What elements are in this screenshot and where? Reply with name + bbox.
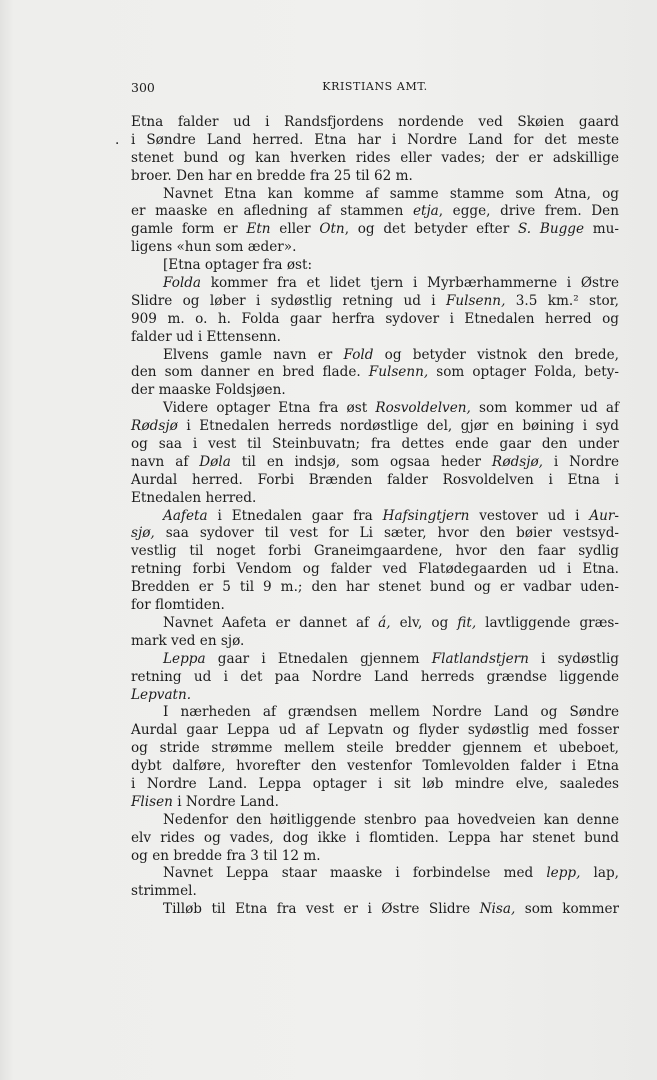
italic-term: Otn — [319, 221, 345, 238]
text-line — [131, 203, 619, 221]
text-run: mu- — [584, 221, 619, 238]
text-run: i Etnedalen gaar fra — [207, 507, 383, 524]
italic-term: fit, — [457, 614, 477, 631]
body-text — [115, 114, 620, 919]
italic-term: Rosvoldelven, — [375, 400, 471, 417]
text-line — [131, 168, 619, 186]
page-number: 300 — [131, 80, 155, 95]
text-line — [131, 525, 619, 543]
text-run: og stride strømme mellem steile bredder gjennem et ubeboet, — [131, 740, 619, 757]
italic-term: Folda — [163, 275, 202, 292]
text-run: Navnet Aafeta er dannet af — [163, 614, 379, 631]
text-line — [131, 687, 619, 705]
text-run: , egge, drive frem. Den — [438, 203, 619, 220]
text-run: dybt dalføre, hvorefter den vestenfor Tomlevolden falder i Etna — [131, 758, 619, 775]
italic-term: sjø, — [131, 525, 155, 542]
text-run: ligens «hun som æder». — [131, 239, 297, 256]
text-line — [131, 329, 619, 347]
text-run: 909 m. o. h. Folda gaar herfra sydover i Etnedalen herred og — [131, 310, 619, 327]
text-run: retning ud i det paa Nordre Land herreds grændse liggende — [131, 668, 619, 685]
italic-term: Aafeta — [163, 507, 208, 524]
text-run: den som danner en bred flade. — [131, 364, 369, 381]
text-line — [131, 221, 619, 239]
text-line — [131, 490, 619, 508]
italic-term: S. Bugge — [517, 221, 585, 238]
text-run: gaar i Etnedalen gjennem — [205, 650, 432, 667]
text-line — [131, 418, 619, 436]
text-line — [131, 722, 619, 740]
text-run: Aurdal gaar Leppa ud af Lepvatn og flyder sydøstlig med fosser — [131, 722, 619, 739]
text-line — [131, 275, 619, 293]
text-run: navn af — [131, 453, 200, 470]
text-run: til en indsjø, som ogsaa heder — [230, 453, 492, 470]
text-run: i sydøstlig — [528, 650, 619, 667]
text-run: lap, — [580, 865, 620, 882]
italic-term: Hafsingtjern — [382, 507, 470, 524]
text-line — [115, 131, 619, 150]
text-run: i Etnedalen herreds nordøstlige del, gjør en bøining i syd — [177, 418, 619, 435]
text-run: elv, og — [390, 614, 458, 631]
text-line — [131, 472, 619, 490]
italic-term: Fulsenn, — [368, 364, 429, 381]
text-run: eller — [270, 221, 320, 238]
text-line — [131, 311, 619, 329]
text-run: kommer fra et lidet tjern i Myrbærhammerne i Østre — [201, 275, 619, 292]
text-run: lavtliggende græs- — [476, 614, 619, 631]
text-run: Videre optager Etna fra øst — [163, 400, 376, 417]
italic-term: á, — [378, 614, 391, 631]
text-run: saa sydover til vest for Li sæter, hvor den bøier vestsyd- — [154, 525, 619, 542]
italic-term: Etn — [246, 221, 271, 238]
text-line — [131, 830, 619, 848]
text-run: [Etna optager fra øst: — [163, 257, 313, 274]
italic-term: Fold — [343, 346, 374, 363]
text-line — [131, 114, 619, 132]
text-line — [131, 740, 619, 758]
page-header — [131, 80, 619, 98]
text-line — [131, 776, 619, 794]
text-line — [131, 382, 619, 400]
italic-term: Lepvatn. — [131, 686, 192, 703]
text-run: stenet bund og kan hverken rides eller vades; der er adskillige — [131, 149, 619, 166]
text-run: , og det betyder efter — [344, 221, 518, 238]
text-run: Nedenfor den høitliggende stenbro paa hovedveien kan denne — [163, 811, 619, 828]
italic-term: Nisa, — [479, 901, 516, 918]
text-run: som optager Folda, bety- — [428, 364, 619, 381]
text-line — [131, 794, 619, 812]
text-line — [131, 669, 619, 687]
text-run: Slidre og løber i sydøstlig retning ud i — [131, 292, 446, 309]
text-line — [131, 150, 619, 168]
text-run: Elvens gamle navn er — [163, 346, 344, 363]
italic-term: Flatlandstjern — [431, 650, 529, 667]
text-run: I nærheden af grændsen mellem Nordre Land og Søndre — [163, 704, 619, 721]
text-line — [131, 257, 619, 275]
text-run: og en bredde fra 3 til 12 m. — [131, 847, 321, 864]
text-line — [131, 865, 619, 883]
text-line — [131, 400, 619, 418]
text-line — [131, 436, 619, 454]
text-run: vestover ud i — [469, 507, 590, 524]
text-run: Etna falder ud i Randsfjordens nordende ved Skøien gaard — [131, 114, 619, 130]
text-run: retning forbi Vendom og falder ved Flatødegaarden ud i Etna. — [131, 561, 619, 578]
text-run: strimmel. — [131, 883, 197, 900]
text-run: der maaske Foldsjøen. — [131, 382, 286, 399]
text-run: 3.5 km.² stor, — [505, 292, 619, 309]
text-run: som kommer ud af — [470, 400, 619, 417]
text-run: mark ved en sjø. — [131, 632, 245, 649]
text-line — [131, 704, 619, 722]
italic-term: Rødsjø, — [491, 453, 543, 470]
italic-term: Døla — [199, 453, 231, 470]
text-run: som kommer — [515, 901, 619, 918]
text-line — [131, 651, 619, 669]
text-line — [131, 543, 619, 561]
text-line — [131, 883, 619, 901]
text-run: i Nordre Land. Leppa optager i sit løb mindre elve, saaledes — [131, 775, 619, 792]
text-run: i Nordre — [542, 453, 619, 470]
text-line — [131, 454, 619, 472]
text-run: og saa i vest til Steinbuvatn; fra dettes ende gaar den under — [131, 436, 619, 453]
text-run: Tilløb til Etna fra vest er i Østre Slidre — [163, 901, 480, 918]
italic-term: etja — [412, 203, 439, 220]
text-run: for flomtiden. — [131, 597, 225, 614]
text-line — [131, 901, 619, 919]
text-line — [131, 347, 619, 365]
text-run: Aurdal herred. Forbi Brænden falder Rosvoldelven i Etna i — [131, 471, 619, 488]
text-line — [131, 239, 619, 257]
italic-term: Fulsenn, — [446, 292, 506, 309]
text-run: og betyder vistnok den brede, — [373, 346, 619, 363]
text-line — [131, 615, 619, 633]
text-run: falder ud i Ettensenn. — [131, 328, 281, 345]
text-line — [131, 812, 619, 830]
text-line — [131, 364, 619, 382]
text-line — [131, 508, 619, 526]
text-line — [131, 597, 619, 615]
italic-term: lepp, — [546, 865, 581, 882]
text-line — [131, 848, 619, 866]
text-line — [131, 293, 619, 311]
text-run: Bredden er 5 til 9 m.; den har stenet bund og er vadbar uden- — [131, 579, 619, 596]
italic-term: Rødsjø — [131, 418, 178, 435]
text-run: i Nordre Land. — [172, 793, 279, 810]
text-line — [131, 633, 619, 651]
text-run: er maaske en afledning af stammen — [131, 203, 413, 220]
text-line — [131, 579, 619, 597]
text-line — [131, 186, 619, 204]
running-title: KRISTIANS AMT. — [322, 80, 428, 93]
margin-mark: . — [115, 131, 120, 148]
italic-term: Aur- — [589, 507, 619, 524]
text-run: broer. Den har en bredde fra 25 til 62 m. — [131, 167, 413, 184]
text-run: Navnet Etna kan komme af samme stamme som Atna, og — [163, 185, 619, 202]
text-run: Etnedalen herred. — [131, 489, 257, 506]
text-run: gamle form er — [131, 221, 247, 238]
italic-term: Flisen — [131, 793, 173, 810]
text-run: elv rides og vades, dog ikke i flomtiden. Leppa har stenet bund — [131, 829, 619, 846]
text-line — [131, 561, 619, 579]
text-run: vestlig til noget forbi Graneimgaardene, hvor den faar sydlig — [131, 543, 619, 560]
text-line — [131, 758, 619, 776]
text-run: i Søndre Land herred. Etna har i Nordre Land for det meste — [131, 131, 619, 148]
italic-term: Leppa — [163, 650, 206, 667]
text-run: Navnet Leppa staar maaske i forbindelse med — [163, 865, 547, 882]
